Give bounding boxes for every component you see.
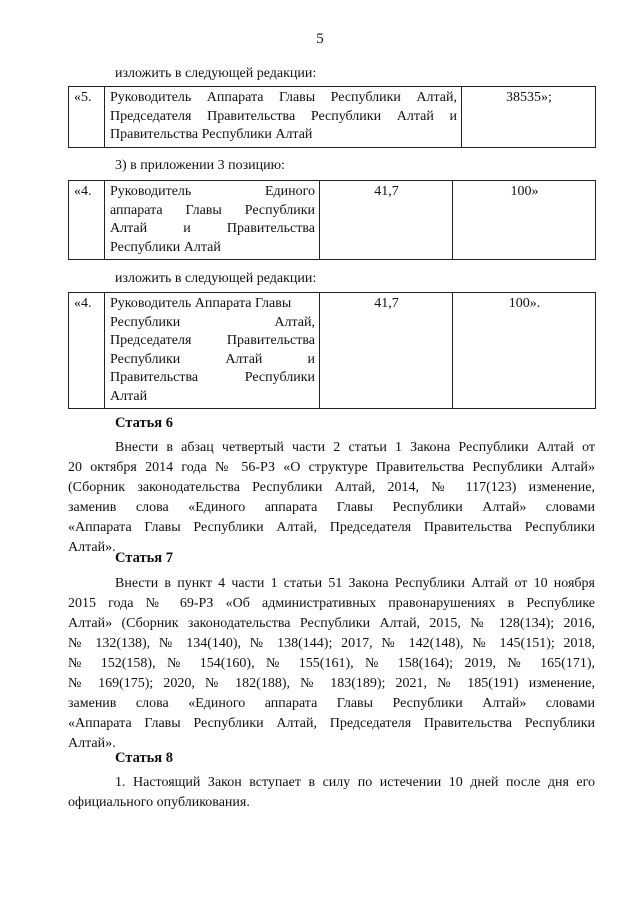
- article-7-line: «Аппарата Главы Республики Алтай, Председателя Правительства Республики: [68, 716, 595, 731]
- table-cell-value-2: 100».: [453, 293, 596, 409]
- table-cell-title: [105, 293, 320, 409]
- table-cell-value-2: 100»: [453, 181, 596, 260]
- article-6-line: 20 октября 2014 года № 56-РЗ «О структуре Правительства Республики Алтай»: [68, 460, 595, 475]
- table-row: [69, 293, 596, 409]
- table-row: [69, 87, 596, 148]
- article-7-line: Алтай» (Сборник законодательства Республики Алтай, 2015, № 128(134); 2016,: [68, 616, 595, 631]
- cell-line: Правительства Республики: [110, 370, 315, 385]
- cell-line: Алтай и Правительства: [110, 221, 315, 236]
- item-3-text: 3) в приложении 3 позицию:: [115, 158, 285, 173]
- cell-line: Республики Алтай,: [110, 314, 315, 330]
- cell-line: Руководитель Аппарата Главы Республики Алтай,: [110, 90, 457, 105]
- table-position-4-old: [68, 180, 596, 260]
- table-position-4-new: [68, 292, 596, 409]
- intro-text-2: изложить в следующей редакции:: [115, 271, 317, 286]
- cell-line: Республики Алтай и: [110, 351, 315, 367]
- article-6-line: «Аппарата Главы Республики Алтай, Председателя Правительства Республики: [68, 520, 595, 535]
- article-7-line: Алтай».: [68, 736, 116, 751]
- article-6-heading: Статья 6: [115, 415, 173, 431]
- table-cell-value: 38535»;: [462, 87, 596, 148]
- page-number: 5: [316, 31, 324, 47]
- table-cell-number: «4.: [69, 181, 105, 260]
- cell-line: Руководитель Аппарата Главы: [110, 296, 292, 311]
- cell-line: Руководитель Единого: [110, 184, 315, 199]
- article-7-heading: Статья 7: [115, 550, 173, 566]
- article-6-line: Алтай».: [68, 540, 116, 555]
- article-7-line: заменив слова «Единого аппарата Главы Республики Алтай» словами: [68, 696, 595, 711]
- intro-text-1: изложить в следующей редакции:: [115, 66, 317, 81]
- table-position-5: [68, 86, 596, 148]
- cell-line: Республики Алтай: [110, 239, 221, 255]
- article-6-line: (Сборник законодательства Республики Алтай, 2014, № 117(123) изменение,: [68, 480, 595, 495]
- article-8-heading: Статья 8: [115, 750, 173, 766]
- table-cell-number: «4.: [69, 293, 105, 409]
- table-row: [69, 181, 596, 260]
- table-cell-value-1: 41,7: [320, 181, 453, 260]
- article-6-line: заменив слова «Единого аппарата Главы Республики Алтай» словами: [68, 500, 595, 515]
- table-cell-title: [105, 181, 320, 260]
- cell-line: Алтай: [110, 388, 148, 404]
- cell-line: Председателя Правительства Республики Алтай и: [110, 108, 457, 124]
- cell-line: Председателя Правительства: [110, 333, 315, 348]
- article-7-line: Внести в пункт 4 части 1 статьи 51 Закона Республики Алтай от 10 ноября: [115, 576, 595, 591]
- article-7-line: № 152(158), № 154(160), № 155(161), № 158(164); 2019, № 165(171),: [68, 656, 595, 671]
- article-7-line: 2015 года № 69-РЗ «Об административных правонарушениях в Республике: [68, 596, 595, 611]
- article-7-line: № 132(138), № 134(140), № 138(144); 2017, № 142(148), № 145(151); 2018,: [68, 636, 595, 651]
- table-cell-title: [105, 87, 462, 148]
- article-7-line: № 169(175); 2020, № 182(188), № 183(189); 2021, № 185(191) изменение,: [68, 676, 595, 691]
- article-6-line: Внести в абзац четвертый части 2 статьи 1 Закона Республики Алтай от: [115, 440, 595, 455]
- article-8-line: официального опубликования.: [68, 795, 250, 810]
- cell-line: аппарата Главы Республики: [110, 202, 315, 218]
- table-cell-value-1: 41,7: [320, 293, 453, 409]
- cell-line: Правительства Республики Алтай: [110, 127, 313, 142]
- table-cell-number: «5.: [69, 87, 105, 148]
- article-8-line: 1. Настоящий Закон вступает в силу по истечении 10 дней после дня его: [115, 775, 595, 790]
